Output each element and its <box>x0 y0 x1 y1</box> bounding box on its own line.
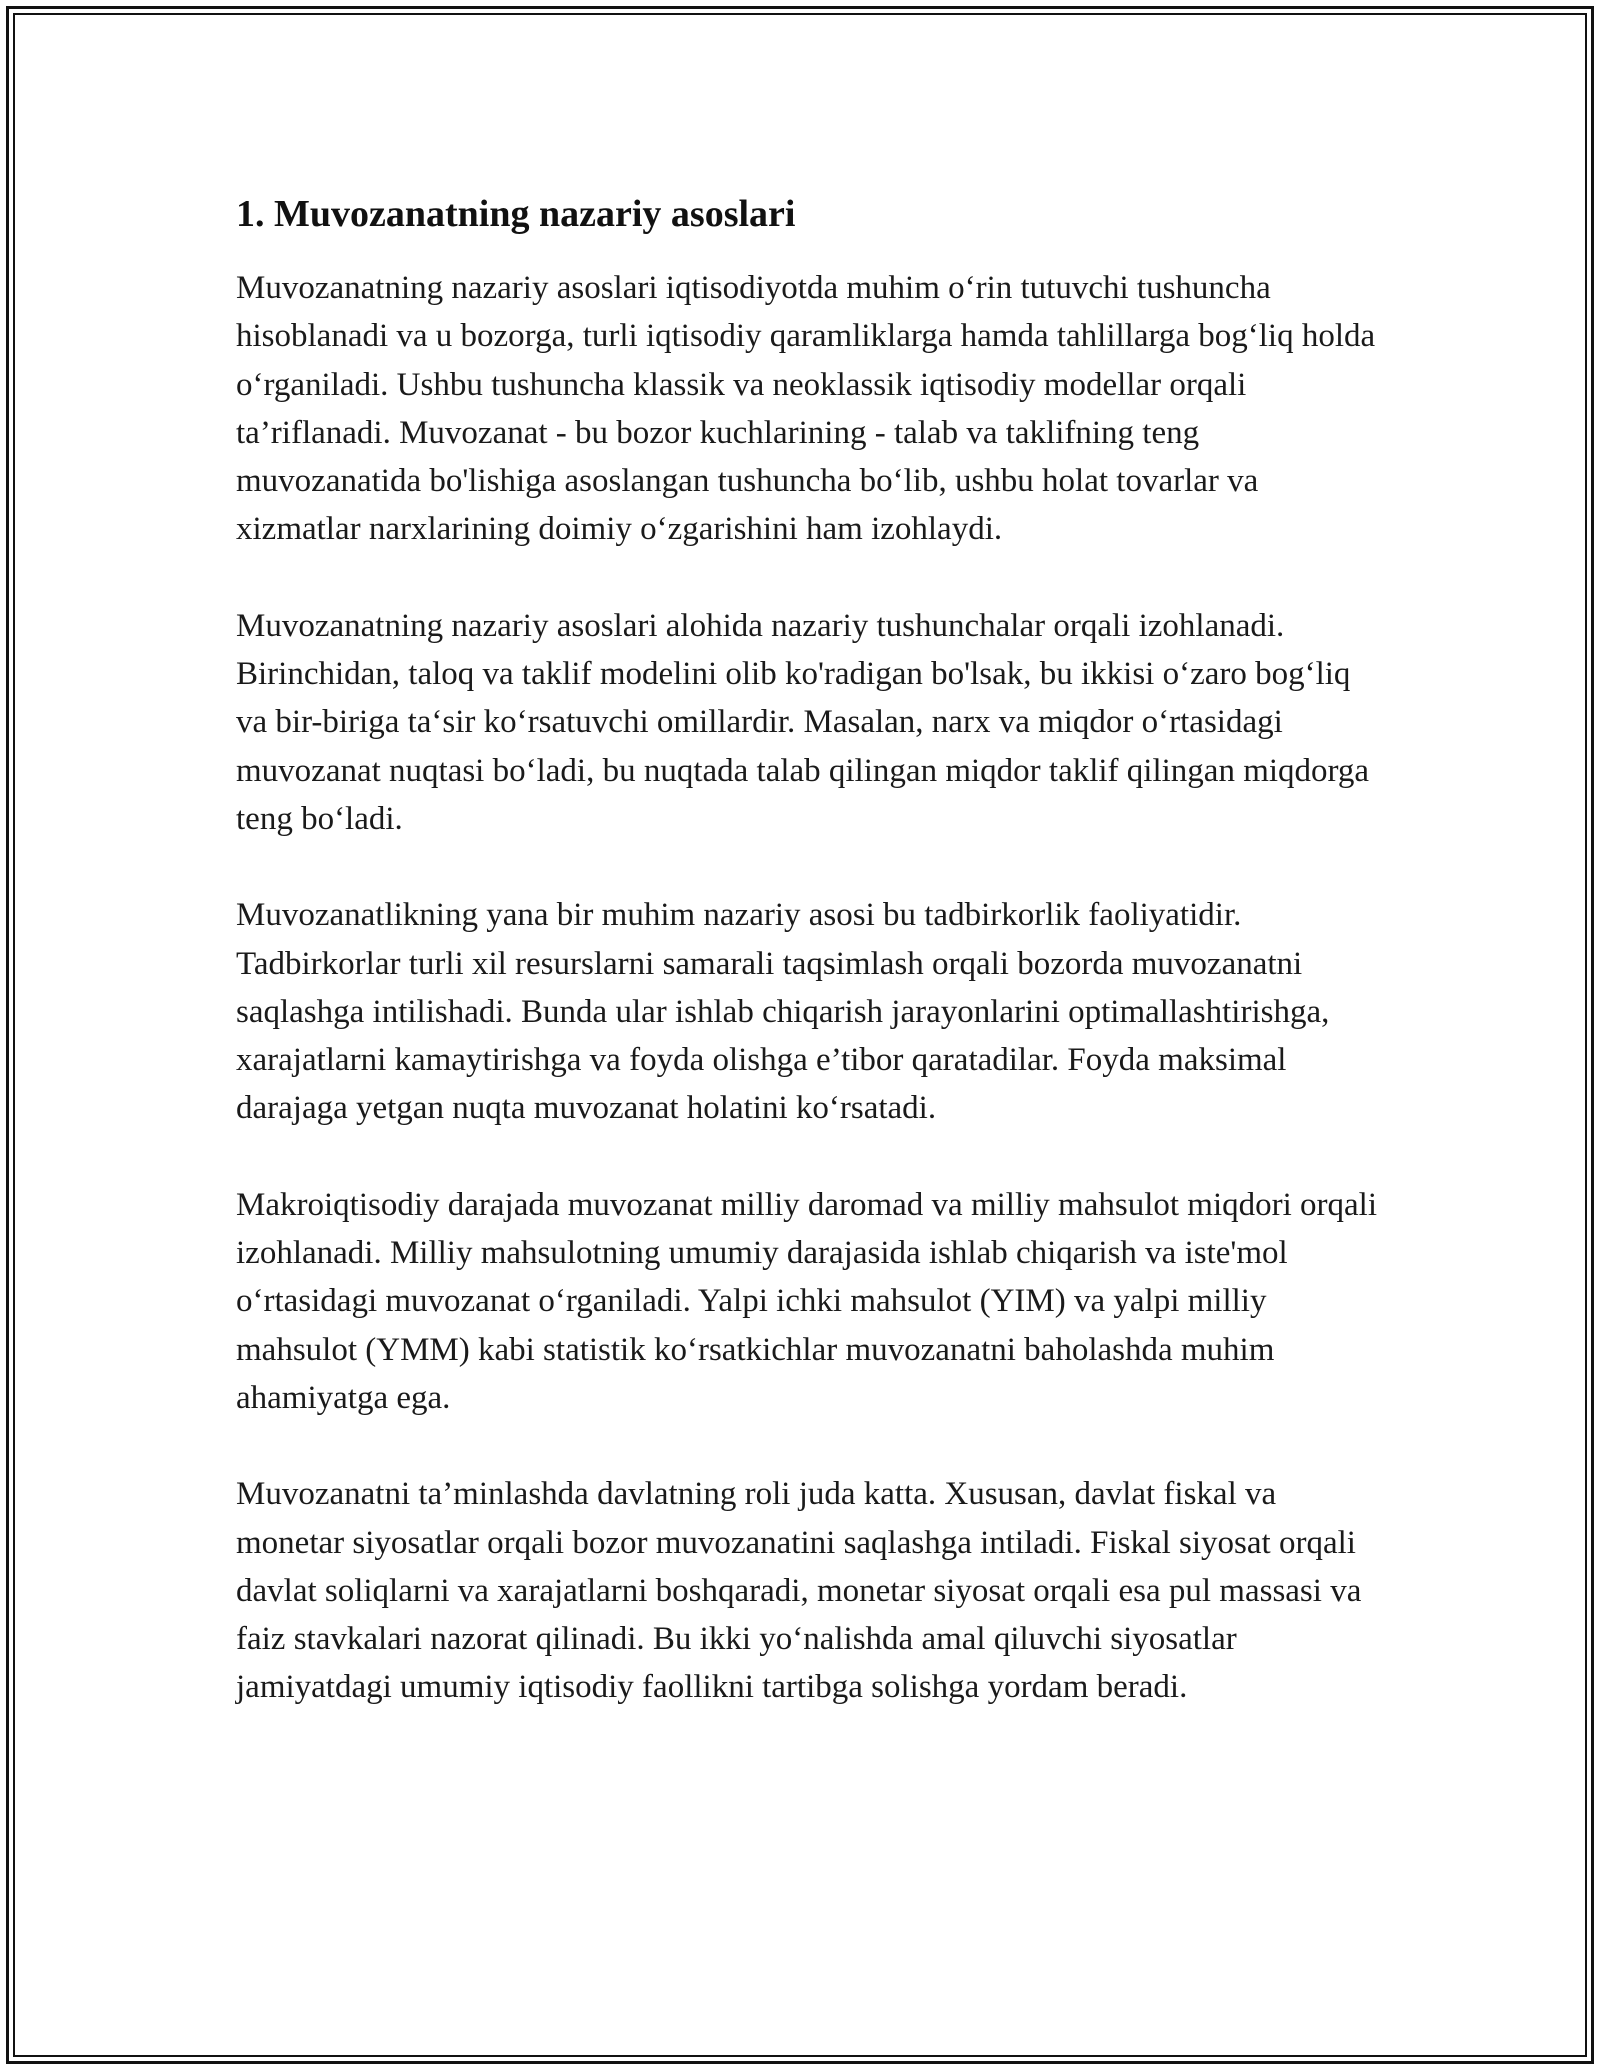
paragraph-5: Muvozanatni ta’minlashda davlatning roli juda katta. Xususan, davlat fiskal va monetar siyosatlar orqali bozor muvozanatini saqlashga intiladi. Fiskal siyosat orqali davlat soliqlarni va xarajatlarni boshqaradi, monetar siyosat orqali esa pul massasi va faiz stavkalari nazorat qilinadi. Bu ikki yo‘nalishda amal qiluvchi siyosatlar jamiyatdagi umumiy iqtisodiy faollikni tartibga solishga yordam beradi. <box>236 1476 1362 1706</box>
document-body <box>236 186 1386 1760</box>
paragraph-1: Muvozanatning nazariy asoslari iqtisodiyotda muhim o‘rin tutuvchi tushuncha hisoblanadi va u bozorga, turli iqtisodiy qaramliklarga hamda tahlillarga bog‘liq holda o‘rganiladi. Ushbu tushuncha klassik va neoklassik iqtisodiy modellar orqali ta’riflanadi. Muvozanat - bu bozor kuchlarining - talab va taklifning teng muvozanatida bo'lishiga asoslangan tushuncha bo‘lib, ushbu holat tovarlar va xizmatlar narxlarining doimiy o‘zgarishini ham izohlaydi. <box>236 270 1376 548</box>
paragraph-2: Muvozanatning nazariy asoslari alohida nazariy tushunchalar orqali izohlanadi. Birinchidan, taloq va taklif modelini olib ko'radigan bo'lsak, bu ikkisi o‘zaro bog‘liq va bir-biriga ta‘sir ko‘rsatuvchi omillardir. Masalan, narx va miqdor o‘rtasidagi muvozanat nuqtasi bo‘ladi, bu nuqtada talab qilingan miqdor taklif qilingan miqdorga teng bo‘ladi. <box>236 607 1370 837</box>
section-heading: 1. Muvozanatning nazariy asoslari <box>236 193 796 235</box>
paragraph-3: Muvozanatlikning yana bir muhim nazariy asosi bu tadbirkorlik faoliyatidir. Tadbirkorlar turli xil resurslarni samarali taqsimlash orqali bozorda muvozanatni saqlashga intilishadi. Bunda ular ishlab chiqarish jarayonlarini optimallashtirishga, xarajatlarni kamaytirishga va foyda olishga e’tibor qaratadilar. Foyda maksimal darajaga yetgan nuqta muvozanat holatini ko‘rsatadi. <box>236 897 1330 1127</box>
paragraph-4: Makroiqtisodiy darajada muvozanat milliy daromad va milliy mahsulot miqdori orqali izohlanadi. Milliy mahsulotning umumiy darajasida ishlab chiqarish va iste'mol o‘rtasidagi muvozanat o‘rganiladi. Yalpi ichki mahsulot (YIM) va yalpi milliy mahsulot (YMM) kabi statistik ko‘rsatkichlar muvozanatni baholashda muhim ahamiyatga ega. <box>236 1186 1378 1416</box>
